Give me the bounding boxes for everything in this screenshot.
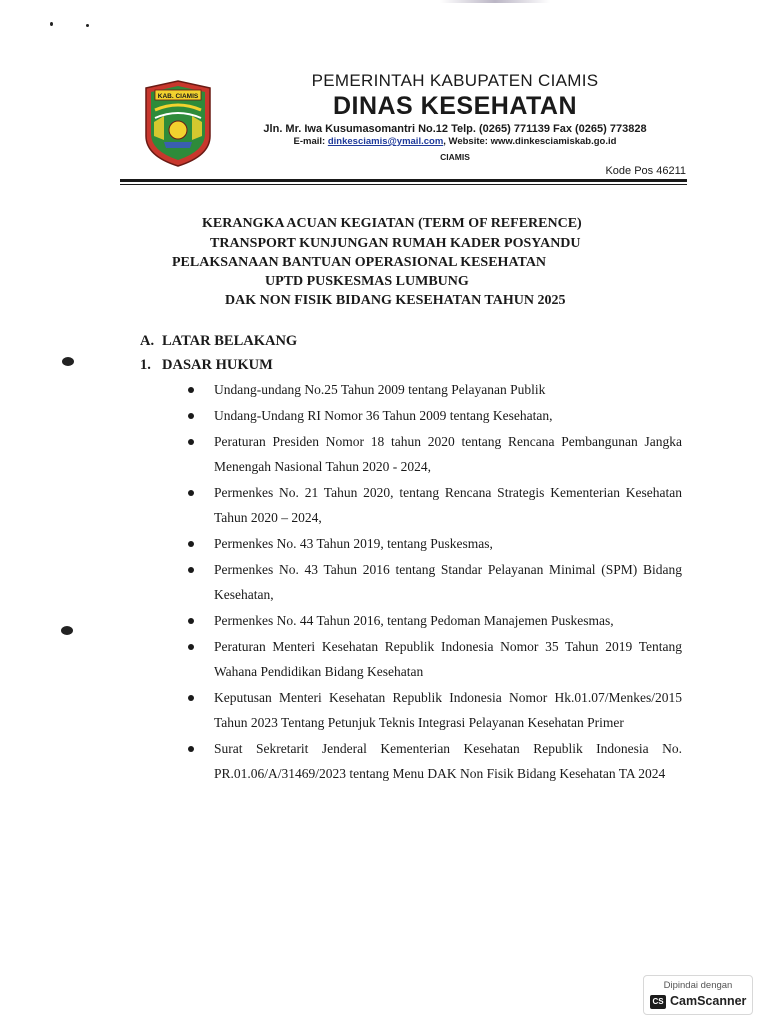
title-line: KERANGKA ACUAN KEGIATAN (TERM OF REFERENCE) [202,216,582,231]
government-name: PEMERINTAH KABUPATEN CIAMIS [311,71,599,90]
bullet [188,618,194,624]
website-text: , Website: www.dinkesciamiskab.go.id [443,136,617,147]
title-line: DAK NON FISIK BIDANG KESEHATAN TAHUN 2025 [225,293,566,308]
legal-basis-list [186,377,682,787]
list-item-text: Permenkes No. 21 Tahun 2020, tentang Rencana Strategis Kementerian Kesehatan Tahun 2020 – 2024, [214,485,682,525]
list-item-text: Undang-undang No.25 Tahun 2009 tentang Pelayanan Publik [214,382,546,397]
letterhead-divider-thin [120,184,687,185]
bullet [188,541,194,547]
list-item [186,634,682,684]
bullet [188,746,194,752]
list-item-text: Peraturan Menteri Kesehatan Republik Indonesia Nomor 35 Tahun 2019 Tentang Wahana Pendidikan Bidang Kesehatan [214,639,682,679]
section-number: A. [140,333,155,349]
list-item-text: Permenkes No. 44 Tahun 2016, tentang Pedoman Manajemen Puskesmas, [214,613,614,628]
section-heading-1 [140,357,273,374]
scan-speck [86,24,89,27]
email-label: E-mail: [293,136,328,147]
letterhead [220,70,690,164]
title-line: UPTD PUSKESMAS LUMBUNG [265,274,469,289]
bullet [188,695,194,701]
scan-smudge [440,0,550,3]
scanner-caption: Dipindai dengan [663,980,733,991]
section-label: LATAR BELAKANG [162,333,298,349]
postal-code: Kode Pos 46211 [605,165,686,177]
title-line: TRANSPORT KUNJUNGAN RUMAH KADER POSYANDU [210,236,581,251]
scan-speck [50,22,53,26]
bullet [188,387,194,393]
list-item [186,429,682,479]
city-name: CIAMIS [440,152,470,162]
bullet [188,439,194,445]
department-name: DINAS KESEHATAN [332,92,578,120]
binder-hole-mark [61,626,73,635]
list-item-text: Keputusan Menteri Kesehatan Republik Indonesia Nomor Hk.01.07/Menkes/2015 Tahun 2023 Tentang Petunjuk Teknis Integrasi Pelayanan Kesehatan Primer [214,690,682,730]
bullet [188,413,194,419]
bullet [188,644,194,650]
list-item-text: Undang-Undang RI Nomor 36 Tahun 2009 tentang Kesehatan, [214,408,553,423]
kabupaten-ciamis-logo [140,78,216,168]
list-item [186,685,682,735]
list-item [186,377,682,402]
list-item-text: Permenkes No. 43 Tahun 2019, tentang Puskesmas, [214,536,493,551]
list-item-text: Peraturan Presiden Nomor 18 tahun 2020 tentang Rencana Pembangunan Jangka Menengah Nasional Tahun 2020 - 2024, [214,434,682,474]
bullet [188,490,194,496]
list-item-text: Permenkes No. 43 Tahun 2016 tentang Standar Pelayanan Minimal (SPM) Bidang Kesehatan, [214,562,682,602]
binder-hole-mark [62,357,74,366]
list-item [186,557,682,607]
camscanner-logo-icon: CS [650,995,666,1009]
camscanner-badge [643,975,753,1015]
logo-label: KAB. CIAMIS [157,93,199,100]
section-label: DASAR HUKUM [162,357,273,373]
list-item [186,736,682,786]
list-item-text: Surat Sekretarit Jenderal Kementerian Kesehatan Republik Indonesia No. PR.01.06/A/31469/2023 tentang Menu DAK Non Fisik Bidang Kesehatan TA 2024 [214,741,682,781]
list-item [186,480,682,530]
title-line: PELAKSANAAN BANTUAN OPERASIONAL KESEHATAN [172,255,547,270]
contact-line [220,136,690,148]
letterhead-divider [120,179,687,182]
address-line: Jln. Mr. Iwa Kusumasomantri No.12 Telp. (0265) 771139 Fax (0265) 773828 [263,123,647,135]
list-item [186,608,682,633]
list-item [186,403,682,428]
email-link[interactable]: dinkesciamis@ymail.com [327,136,444,147]
section-number: 1. [140,357,151,373]
section-heading-a [140,333,297,350]
list-item [186,531,682,556]
bullet [188,567,194,573]
scanner-brand: CamScanner [670,994,747,1008]
